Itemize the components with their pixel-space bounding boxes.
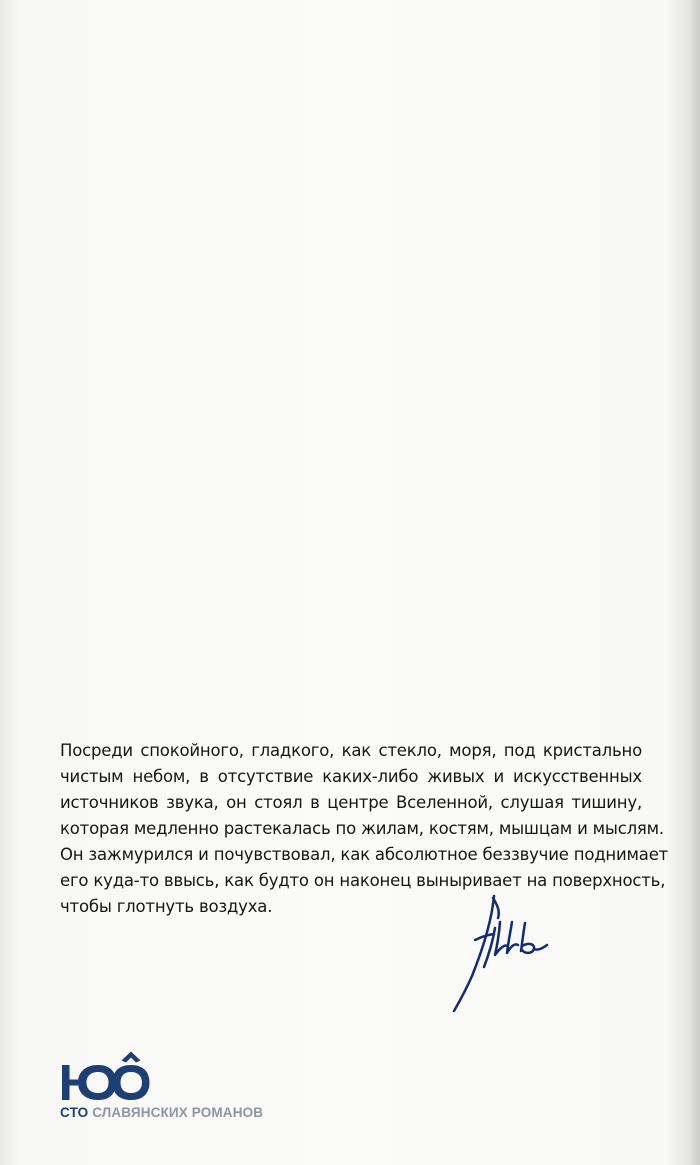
publisher-logo-icon	[60, 1050, 152, 1102]
spine-edge-shadow	[688, 0, 700, 1165]
blurb-line: Посреди спокойного, гладкого, как стекло, моря, под кристально	[60, 741, 642, 760]
blurb-line: чтобы глотнуть воздуха.	[60, 897, 273, 916]
series-prefix: СТО	[60, 1105, 89, 1120]
author-signature	[446, 888, 556, 1016]
series-title: СЛАВЯНСКИХ РОМАНОВ	[92, 1105, 264, 1120]
blurb-line: его куда-то ввысь, как будто он наконец выныривает на поверхность,	[60, 871, 666, 890]
blurb-line: чистым небом, в отсутствие каких-либо живых и искусственных	[60, 767, 642, 786]
series-name	[60, 1105, 263, 1120]
blurb-line: которая медленно растекалась по жилам, костям, мышцам и мыслям.	[60, 819, 664, 838]
blurb-line: Он зажмурился и почувствовал, как абсолютное беззвучие поднимает	[60, 845, 669, 864]
blurb-line: источников звука, он стоял в центре Вселенной, слушая тишину,	[60, 793, 642, 812]
